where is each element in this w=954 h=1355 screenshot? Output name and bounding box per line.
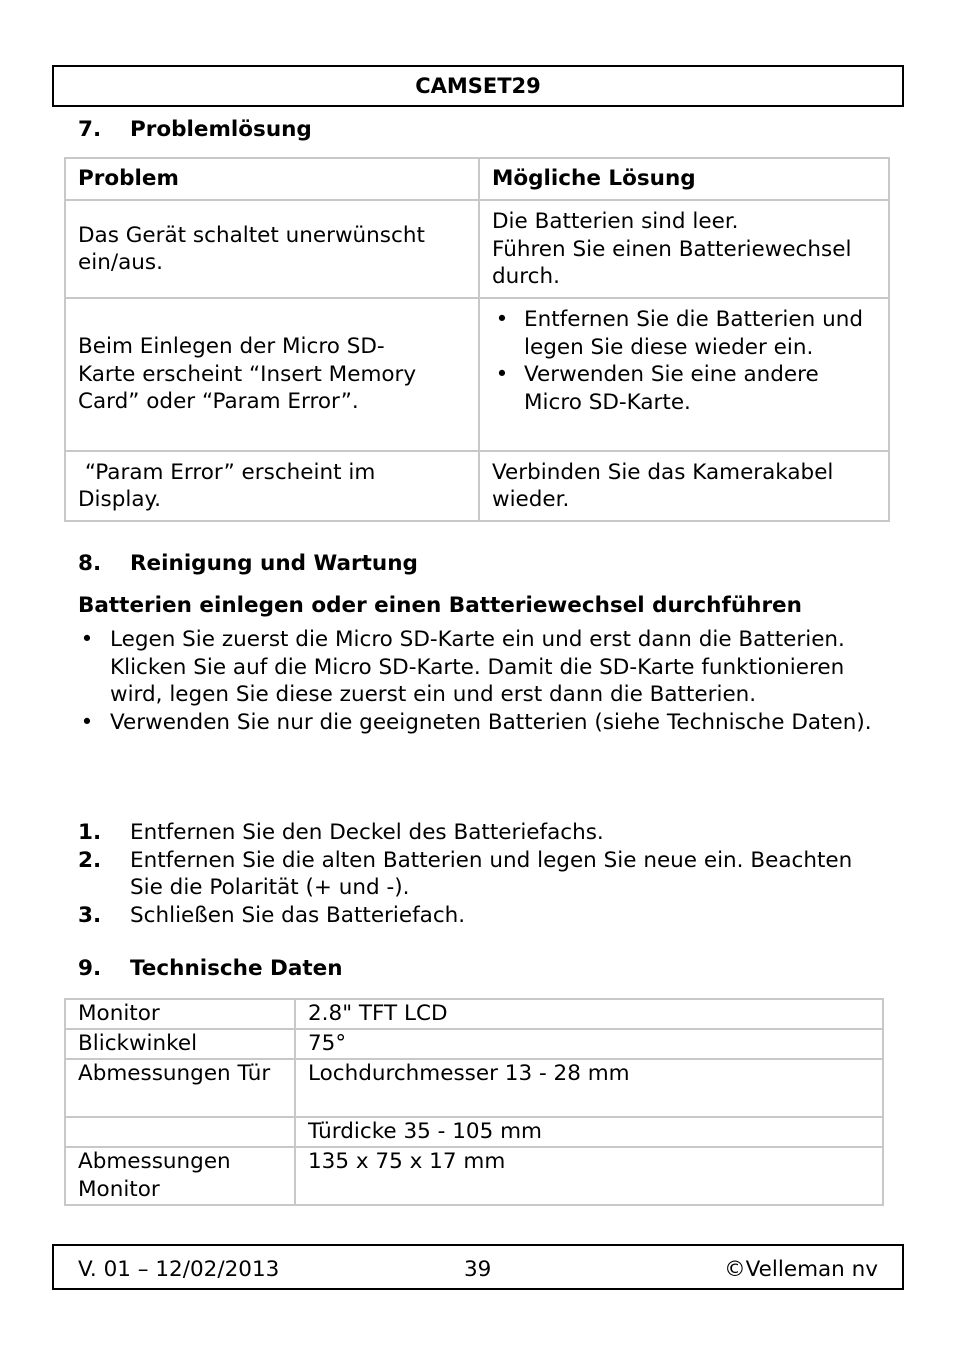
problem-cell bbox=[65, 200, 479, 298]
solution-cell bbox=[479, 451, 889, 521]
list-item bbox=[78, 902, 878, 930]
solution-cell bbox=[479, 298, 889, 451]
problem-line: Card” oder “Param Error”. bbox=[78, 389, 359, 415]
solution-line: wieder. bbox=[492, 487, 570, 512]
problem-cell bbox=[65, 298, 479, 451]
table-row bbox=[65, 200, 889, 298]
solution-line: Führen Sie einen Batteriewechsel bbox=[492, 236, 852, 262]
list-item bbox=[78, 819, 878, 847]
table-row bbox=[65, 1117, 883, 1147]
spec-label bbox=[65, 1117, 295, 1147]
document-header bbox=[52, 65, 904, 107]
table-row bbox=[65, 1147, 883, 1205]
table-row bbox=[65, 298, 889, 451]
step-text: Entfernen Sie die alten Batterien und legen Sie neue ein. Beachten Sie die Polarität (+ und -). bbox=[130, 847, 853, 900]
header-problem: Problem bbox=[65, 158, 479, 200]
step-number: 2. bbox=[78, 847, 102, 873]
header-title: CAMSET29 bbox=[415, 74, 541, 98]
spec-value: 135 x 75 x 17 mm bbox=[295, 1147, 883, 1205]
spec-label: Monitor bbox=[65, 999, 295, 1029]
battery-bullet-list bbox=[78, 626, 878, 736]
table-header-row bbox=[65, 158, 889, 200]
problem-line: Display. bbox=[78, 487, 162, 512]
spec-value: 2.8" TFT LCD bbox=[295, 999, 883, 1029]
list-item: • Verwenden Sie nur die geeigneten Batterien (siehe Technische Daten). bbox=[78, 709, 878, 737]
solution-line: Verbinden Sie das Kamerakabel bbox=[492, 459, 834, 485]
problem-cell bbox=[65, 451, 479, 521]
problem-line: Beim Einlegen der Micro SD- bbox=[78, 334, 385, 360]
table-row bbox=[65, 1029, 883, 1059]
footer-version: V. 01 – 12/02/2013 bbox=[78, 1257, 280, 1282]
list-item: • Verwenden Sie eine andere Micro SD-Karte. bbox=[524, 361, 876, 416]
section-8-heading bbox=[78, 551, 418, 576]
list-item: • Entfernen Sie die Batterien und legen Sie diese wieder ein. bbox=[524, 306, 876, 361]
step-text: Entfernen Sie den Deckel des Batteriefachs. bbox=[130, 820, 604, 845]
spec-label: Abmessungen Tür bbox=[65, 1059, 295, 1117]
section-8-title: Reinigung und Wartung bbox=[130, 551, 418, 576]
spec-label: Abmessungen Monitor bbox=[65, 1147, 295, 1205]
section-9-title: Technische Daten bbox=[130, 956, 343, 981]
header-solution: Mögliche Lösung bbox=[479, 158, 889, 200]
spec-value: Türdicke 35 - 105 mm bbox=[295, 1117, 883, 1147]
footer-page-number: 39 bbox=[464, 1257, 492, 1282]
solution-line: durch. bbox=[492, 264, 560, 289]
problem-line: “Param Error” erscheint im bbox=[78, 459, 376, 485]
step-number: 1. bbox=[78, 820, 102, 845]
battery-subtitle: Batterien einlegen oder einen Batteriewechsel durchführen bbox=[78, 593, 802, 618]
spec-value: 75° bbox=[295, 1029, 883, 1059]
section-9-heading bbox=[78, 956, 343, 981]
section-7-number: 7. bbox=[78, 117, 102, 142]
section-7-heading bbox=[78, 117, 312, 142]
solution-line: Die Batterien sind leer. bbox=[492, 209, 739, 234]
step-number: 3. bbox=[78, 902, 102, 928]
list-item bbox=[78, 847, 878, 902]
footer-copyright: ©Velleman nv bbox=[724, 1257, 878, 1282]
solution-cell bbox=[479, 200, 889, 298]
spec-label: Blickwinkel bbox=[65, 1029, 295, 1059]
section-7-title: Problemlösung bbox=[130, 117, 312, 142]
table-row bbox=[65, 451, 889, 521]
problem-line: ein/aus. bbox=[78, 250, 163, 275]
table-row bbox=[65, 1059, 883, 1117]
list-item: • Legen Sie zuerst die Micro SD-Karte ein und erst dann die Batterien. Klicken Sie auf die Micro SD-Karte. Damit die SD-Karte funktionieren wird, legen Sie diese zuerst ein und erst dann die Batterien. bbox=[78, 626, 878, 709]
problem-line: Karte erscheint “Insert Memory bbox=[78, 361, 417, 387]
table-row bbox=[65, 999, 883, 1029]
document-footer bbox=[52, 1244, 904, 1290]
battery-steps-list bbox=[78, 819, 878, 929]
step-text: Schließen Sie das Batteriefach. bbox=[130, 902, 466, 928]
section-9-number: 9. bbox=[78, 956, 102, 981]
spec-value: Lochdurchmesser 13 - 28 mm bbox=[295, 1059, 883, 1117]
solution-bullet-list bbox=[492, 306, 876, 416]
problem-line: Das Gerät schaltet unerwünscht bbox=[78, 222, 425, 248]
specifications-table bbox=[64, 998, 884, 1206]
troubleshooting-table bbox=[64, 157, 890, 522]
section-8-number: 8. bbox=[78, 551, 102, 576]
